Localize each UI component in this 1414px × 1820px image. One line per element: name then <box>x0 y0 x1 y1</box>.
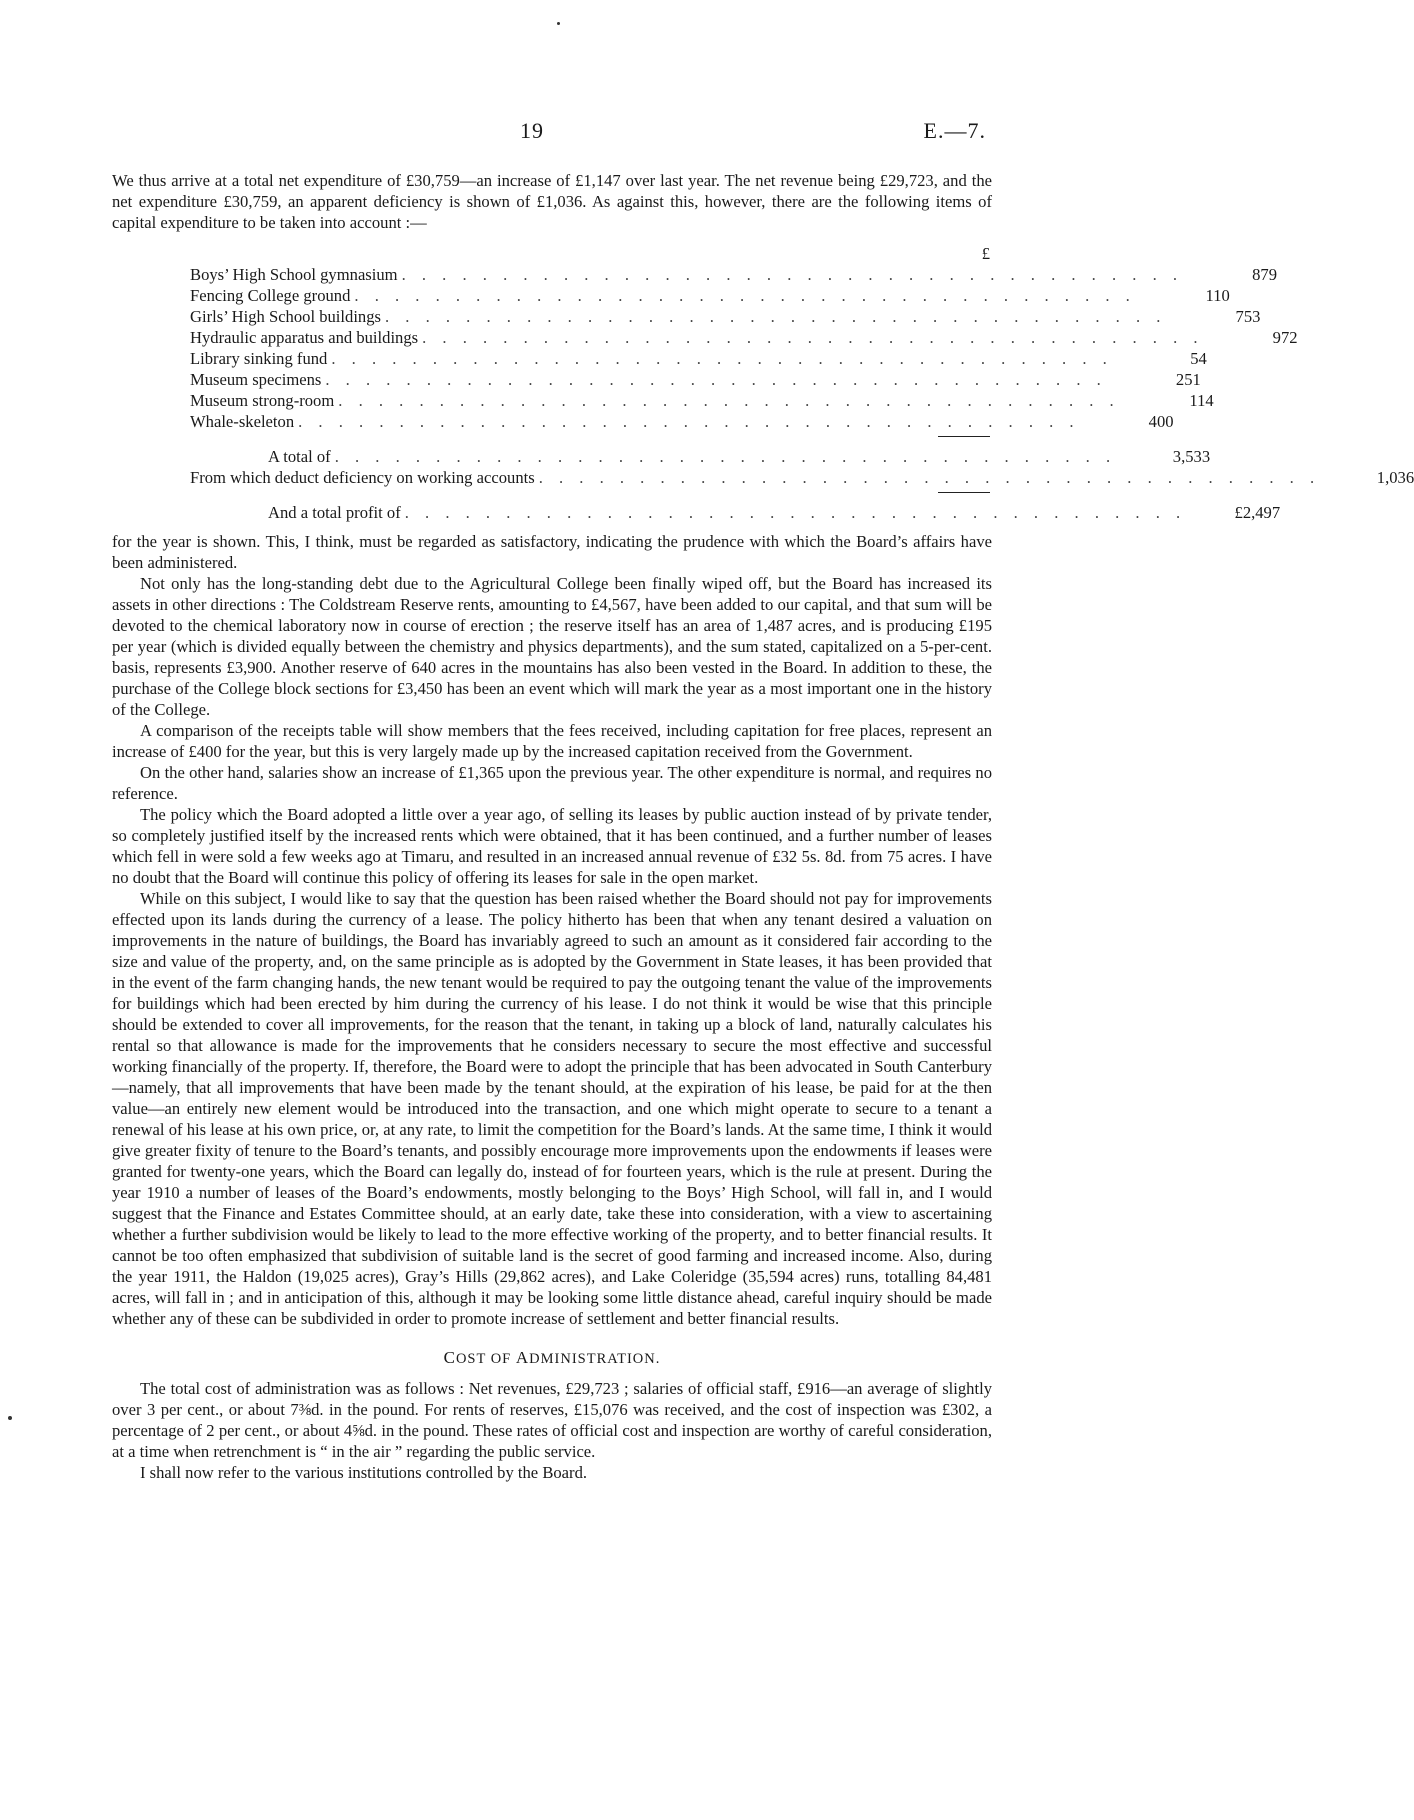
ledger-row <box>190 369 1201 390</box>
section-paragraph: I shall now refer to the various institutions controlled by the Board. <box>140 1463 588 1482</box>
ledger-item-label: Boys’ High School gymnasium <box>190 265 398 284</box>
section-paragraph: The total cost of administration was as follows : Net revenues, £29,723 ; salaries of official staff, £916—an average of slightly over 3 per cent., or about 7⅜d. in the pound. For rents of reserves, £15,076 was received, and the cost of inspection was £302, a percentage of 2 per cent., or about 4⅝d. in the pound. These rates of official cost and inspection are worthy of careful consideration, at a time when retrenchment is “ in the air ” regarding the public service. <box>112 1379 992 1461</box>
ledger-row <box>190 264 1278 285</box>
ledger-profit-amount: £2,497 <box>1234 503 1281 522</box>
document-id: E.—7. <box>923 118 986 143</box>
leader-dots: . . . . . . . . . . . . . . . . . . . . . . . . . . . . . . . . . . . . . . . <box>354 286 1136 305</box>
page-body <box>112 170 1414 1483</box>
ledger-row <box>190 411 1174 432</box>
body-paragraph: The policy which the Board adopted a little over a year ago, of selling its leases by public auction instead of by private tender, so completely justified itself by the increased rents which were obtained, that it has been continued, and a further number of leases which fell in were sold a few weeks ago at Timaru, and resulted in an increased annual revenue of £32 5s. 8d. from 75 acres. I have no doubt that the Board will continue this policy of offering its leases for sale in the open market. <box>112 805 992 887</box>
ledger-total-amount: 3,533 <box>1172 447 1211 466</box>
ledger-item-label: Whale-skeleton <box>190 412 295 431</box>
ledger-row <box>190 285 1230 306</box>
leader-dots: . . . . . . . . . . . . . . . . . . . . . . . . . . . . . . . . . . . . . . . <box>325 370 1107 389</box>
ledger-item-label: Hydraulic apparatus and buildings <box>190 328 419 347</box>
ledger-row <box>190 348 1207 369</box>
leader-dots: . . . . . . . . . . . . . . . . . . . . . . . . . . . . . . . . . . . . . . . <box>401 265 1184 284</box>
ledger-item-amount: 54 <box>1190 349 1207 368</box>
ledger-deduct-row <box>190 467 1414 488</box>
ledger-item-amount: 972 <box>1272 328 1298 347</box>
ledger-deduct-label: From which deduct deficiency on working accounts <box>190 468 535 487</box>
ledger-row <box>190 306 1261 327</box>
leader-dots: . . . . . . . . . . . . . . . . . . . . . . . . . . . . . . . . . . . . . . . <box>338 391 1120 410</box>
body-paragraph: Not only has the long-standing debt due to the Agricultural College been finally wiped off, but the Board has increased its assets in other directions : The Coldstream Reserve rents, amounting to £4,567, have been added to our capital, and that sum will be devoted to the chemical laboratory now in course of erection ; the reserve itself has an area of 1,487 acres, and is producing £195 per year (which is divided equally between the chemistry and physics departments), and the sum stated, capitalized on a 5-per-cent. basis, represents £3,900. Another reserve of 640 acres in the mountains has also been vested in the Board. In addition to these, the purchase of the College block sections for £3,450 has been an event which will mark the year as a most important one in the history of the College. <box>112 574 992 719</box>
ledger-row <box>190 390 1214 411</box>
ledger-item-label: Girls’ High School buildings <box>190 307 381 326</box>
leader-dots: . . . . . . . . . . . . . . . . . . . . . . . . . . . . . . . . . . . . . . . <box>404 503 1187 522</box>
leader-dots: . . . . . . . . . . . . . . . . . . . . . . . . . . . . . . . . . . . . . . . <box>384 307 1167 326</box>
body-paragraph: A comparison of the receipts table will show members that the fees received, including capitation for free places, represent an increase of £400 for the year, but this is very largely made up by the increased capitation received from the Government. <box>112 721 992 761</box>
leader-dots: . . . . . . . . . . . . . . . . . . . . . . . . . . . . . . . . . . . . . . . <box>538 468 1321 487</box>
ledger-total-row <box>190 446 1211 467</box>
ledger-total-label: A total of <box>268 447 331 466</box>
section-heading: COST OF ADMINISTRATION. <box>443 1348 661 1367</box>
ledger-item-label: Museum specimens <box>190 370 322 389</box>
page-number: 19 <box>520 118 544 143</box>
speck-mark <box>8 1416 12 1420</box>
ledger-item-label: Library sinking fund <box>190 349 328 368</box>
ledger-item-label: Museum strong-room <box>190 391 335 410</box>
ledger-row <box>190 327 1298 348</box>
leader-dots: . . . . . . . . . . . . . . . . . . . . . . . . . . . . . . . . . . . . . . . <box>331 349 1113 368</box>
capital-expenditure-ledger <box>190 243 1414 523</box>
leader-dots: . . . . . . . . . . . . . . . . . . . . . . . . . . . . . . . . . . . . . . . <box>422 328 1204 347</box>
intro-paragraph: We thus arrive at a total net expenditure of £30,759—an increase of £1,147 over last year. The net revenue being £29,723, and the net expenditure £30,759, an apparent deficiency is shown of £1,036. As against this, however, there are the following items of capital expenditure to be taken into account :— <box>112 171 992 232</box>
ledger-item-amount: 879 <box>1252 265 1278 284</box>
ledger-unit: £ <box>981 244 990 263</box>
body-paragraph: for the year is shown. This, I think, must be regarded as satisfactory, indicating the prudence with which the Board’s affairs have been administered. <box>112 532 992 572</box>
leader-dots: . . . . . . . . . . . . . . . . . . . . . . . . . . . . . . . . . . . . . . . <box>298 412 1080 431</box>
ledger-item-amount: 400 <box>1148 412 1174 431</box>
ledger-profit-label: And a total profit of <box>268 503 401 522</box>
leader-dots: . . . . . . . . . . . . . . . . . . . . . . . . . . . . . . . . . . . . . . . <box>334 447 1117 466</box>
body-paragraph: While on this subject, I would like to say that the question has been raised whether the Board should not pay for improvements effected upon its lands during the currency of a lease. The policy hitherto has been that when any tenant desired a valuation on improvements in the nature of buildings, the Board has invariably agreed to such an amount as it considered fair according to the size and value of the property, and, on the same principle as is adopted by the Government in State leases, it has been provided that in the event of the farm changing hands, the new tenant would be required to pay the outgoing tenant the value of the improvements for buildings which had been erected by him during the currency of his lease. I do not think it would be wise that this principle should be extended to cover all improvements, for the reason that the tenant, in taking up a block of land, naturally calculates his rental so that allowance is made for the improvements that he considers necessary to secure the most effective and successful working financially of the property. If, therefore, the Board were to adopt the principle that has been advocated in South Canterbury—namely, that all improvements that have been made by the tenant should, at the expiration of his lease, be paid for at the then value—an entirely new element would be introduced into the transaction, and one which might operate to secure to a tenant a renewal of his lease at his own price, or, at any rate, to limit the competition for the Board’s lands. At the same time, I think it would give greater fixity of tenure to the Board’s tenants, and possibly encourage more improvements upon the endowments if leases were granted for twenty-one years, which the Board can legally do, instead of for fourteen years, which is the rule at present. During the year 1910 a number of leases of the Board’s endowments, mostly belonging to the Boys’ High School, will fall in, and I would suggest that the Finance and Estates Committee should, at an early date, take these into consideration, with a view to ascertaining whether a further subdivision would be likely to lead to the more effective working of the property, and to better financial results. It cannot be too often emphasized that subdivision of suitable land is the secret of good farming and increased income. Also, during the year 1911, the Haldon (19,025 acres), Gray’s Hills (29,862 acres), and Lake Coleridge (35,594 acres) runs, totalling 84,481 acres, will fall in ; and in anticipation of this, although it may be looking some little distance ahead, careful inquiry should be made whether any of these can be subdivided in order to promote increase of settlement and better financial results. <box>112 889 992 1328</box>
ledger-item-amount: 110 <box>1205 286 1230 305</box>
body-paragraph: On the other hand, salaries show an increase of £1,365 upon the previous year. The other expenditure is normal, and requires no reference. <box>112 763 992 803</box>
ledger-item-amount: 114 <box>1189 391 1214 410</box>
page-header <box>0 118 1114 148</box>
ledger-item-amount: 753 <box>1235 307 1261 326</box>
ledger-item-label: Fencing College ground <box>190 286 351 305</box>
ledger-item-amount: 251 <box>1175 370 1201 389</box>
ledger-rule <box>190 432 990 442</box>
speck-mark <box>557 22 560 25</box>
ledger-rule <box>190 488 990 498</box>
ledger-deduct-amount: 1,036 <box>1376 468 1414 487</box>
ledger-profit-row <box>190 502 1281 523</box>
